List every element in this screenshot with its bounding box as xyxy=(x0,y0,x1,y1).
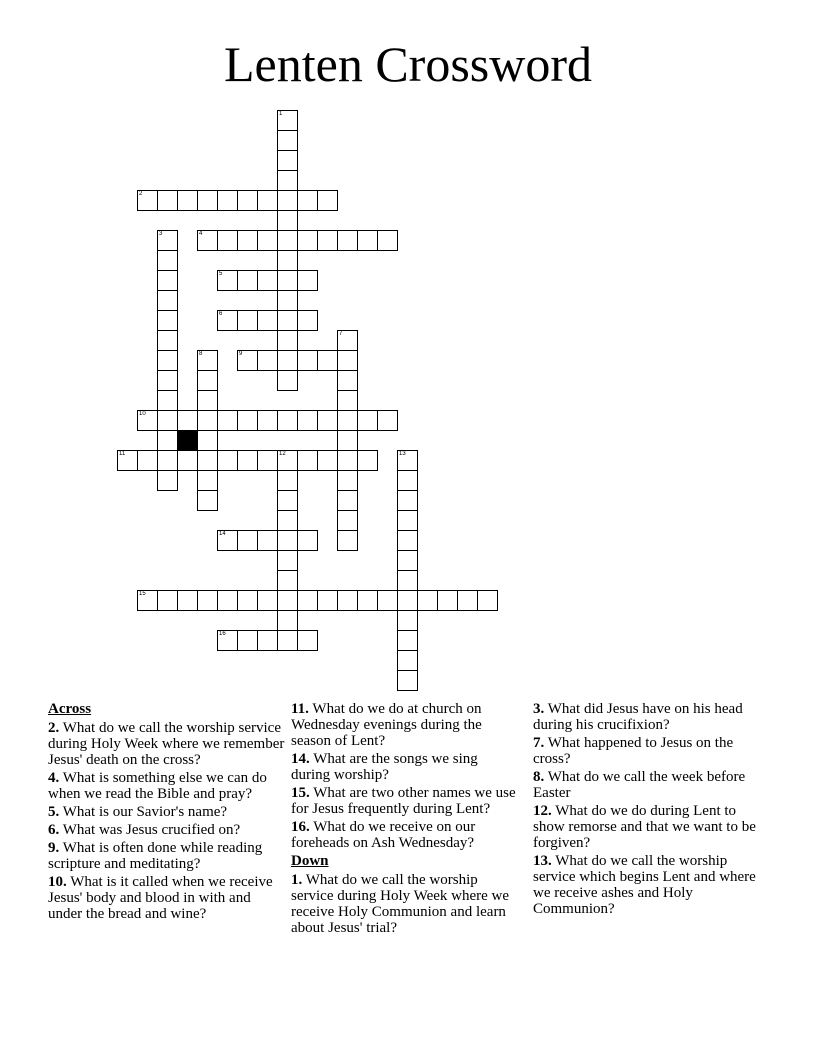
grid-cell[interactable] xyxy=(197,350,218,371)
grid-cell[interactable] xyxy=(297,270,318,291)
down-clue-7: 7. What happened to Jesus on the cross? xyxy=(533,735,734,767)
grid-cell[interactable] xyxy=(177,590,198,611)
clue-number: 5 xyxy=(219,271,223,277)
grid-cell[interactable] xyxy=(237,410,258,431)
grid-cell[interactable] xyxy=(317,450,338,471)
across-clue-16: 16. What do we receive on our foreheads on Ash Wednesday? xyxy=(291,819,476,851)
grid-cell[interactable] xyxy=(197,450,218,471)
grid-cell[interactable] xyxy=(177,410,198,431)
grid-cell[interactable] xyxy=(157,350,178,371)
down-heading: Down xyxy=(291,853,329,869)
grid-cell[interactable] xyxy=(337,530,358,551)
grid-cell[interactable] xyxy=(457,590,478,611)
grid-cell[interactable] xyxy=(197,430,218,451)
grid-cell[interactable] xyxy=(277,250,298,271)
grid-cell[interactable] xyxy=(337,410,358,431)
grid-cell[interactable] xyxy=(157,190,178,211)
black-cell xyxy=(177,430,198,451)
grid-cell[interactable] xyxy=(357,590,378,611)
clue-number: 14 xyxy=(219,531,226,537)
grid-cell[interactable] xyxy=(317,350,338,371)
grid-cell[interactable] xyxy=(337,470,358,491)
grid-cell[interactable] xyxy=(317,230,338,251)
grid-cell[interactable] xyxy=(157,250,178,271)
grid-cell[interactable] xyxy=(137,450,158,471)
grid-cell[interactable] xyxy=(297,310,318,331)
grid-cell[interactable] xyxy=(237,590,258,611)
grid-cell[interactable] xyxy=(137,410,158,431)
grid-cell[interactable] xyxy=(237,450,258,471)
grid-cell[interactable] xyxy=(277,310,298,331)
grid-cell[interactable] xyxy=(277,590,298,611)
grid-cell[interactable] xyxy=(397,590,418,611)
grid-cell[interactable] xyxy=(357,410,378,431)
grid-cell[interactable] xyxy=(217,590,238,611)
down-clue-3: 3. What did Jesus have on his head during his crucifixion? xyxy=(533,701,743,733)
clue-number: 12 xyxy=(279,451,286,457)
grid-cell[interactable] xyxy=(297,230,318,251)
grid-cell[interactable] xyxy=(217,190,238,211)
grid-cell[interactable] xyxy=(197,410,218,431)
across-clue-5: 5. What is our Savior's name? xyxy=(48,804,228,820)
grid-cell[interactable] xyxy=(197,390,218,411)
grid-cell[interactable] xyxy=(157,230,178,251)
grid-cell[interactable] xyxy=(197,470,218,491)
grid-cell[interactable] xyxy=(397,550,418,571)
grid-cell[interactable] xyxy=(197,490,218,511)
grid-cell[interactable] xyxy=(397,670,418,691)
clue-number: 15 xyxy=(139,591,146,597)
grid-cell[interactable] xyxy=(277,230,298,251)
grid-cell[interactable] xyxy=(257,270,278,291)
grid-cell[interactable] xyxy=(257,190,278,211)
grid-cell[interactable] xyxy=(277,470,298,491)
grid-cell[interactable] xyxy=(277,190,298,211)
grid-cell[interactable] xyxy=(397,470,418,491)
grid-cell[interactable] xyxy=(237,190,258,211)
grid-cell[interactable] xyxy=(277,290,298,311)
grid-cell[interactable] xyxy=(377,590,398,611)
grid-cell[interactable] xyxy=(397,450,418,471)
grid-cell[interactable] xyxy=(337,330,358,351)
grid-cell[interactable] xyxy=(277,330,298,351)
grid-cell[interactable] xyxy=(257,230,278,251)
grid-cell[interactable] xyxy=(277,450,298,471)
grid-cell[interactable] xyxy=(377,410,398,431)
grid-cell[interactable] xyxy=(297,630,318,651)
across-clue-10: 10. What is it called when we receive Jesus' body and blood in with and under the bread and wine? xyxy=(48,874,273,922)
down-clue-1: 1. What do we call the worship service during Holy Week where we receive Holy Communion and learn about Jesus' trial? xyxy=(291,872,510,936)
grid-cell[interactable] xyxy=(157,390,178,411)
down-clue-12: 12. What do we do during Lent to show remorse and that we want to be forgiven? xyxy=(533,803,756,851)
grid-cell[interactable] xyxy=(297,350,318,371)
clue-number: 6 xyxy=(219,311,223,317)
grid-cell[interactable] xyxy=(277,550,298,571)
grid-cell[interactable] xyxy=(217,630,238,651)
grid-cell[interactable] xyxy=(277,410,298,431)
grid-cell[interactable] xyxy=(157,310,178,331)
grid-cell[interactable] xyxy=(337,450,358,471)
grid-cell[interactable] xyxy=(157,590,178,611)
grid-cell[interactable] xyxy=(397,570,418,591)
grid-cell[interactable] xyxy=(317,410,338,431)
grid-cell[interactable] xyxy=(257,450,278,471)
grid-cell[interactable] xyxy=(257,310,278,331)
across-heading: Across xyxy=(48,701,92,717)
grid-cell[interactable] xyxy=(217,270,238,291)
grid-cell[interactable] xyxy=(337,510,358,531)
clue-number: 11 xyxy=(119,451,126,457)
grid-cell[interactable] xyxy=(217,530,238,551)
grid-cell[interactable] xyxy=(277,210,298,231)
grid-cell[interactable] xyxy=(117,450,138,471)
clue-number: 1 xyxy=(279,111,283,117)
grid-cell[interactable] xyxy=(277,630,298,651)
page-title: Lenten Crossword xyxy=(224,36,592,92)
grid-cell[interactable] xyxy=(437,590,458,611)
grid-cell[interactable] xyxy=(297,450,318,471)
grid-cell[interactable] xyxy=(277,490,298,511)
grid-cell[interactable] xyxy=(317,590,338,611)
clue-number: 3 xyxy=(159,231,163,237)
grid-cell[interactable] xyxy=(397,490,418,511)
grid-cell[interactable] xyxy=(137,590,158,611)
grid-cell[interactable] xyxy=(477,590,498,611)
grid-cell[interactable] xyxy=(277,510,298,531)
across-clue-14: 14. What are the songs we sing during worship? xyxy=(291,751,478,783)
grid-cell[interactable] xyxy=(217,310,238,331)
clue-number: 2 xyxy=(139,191,143,197)
grid-cell[interactable] xyxy=(157,410,178,431)
grid-cell[interactable] xyxy=(277,530,298,551)
grid-cell[interactable] xyxy=(197,230,218,251)
clue-number: 16 xyxy=(219,631,226,637)
grid-cell[interactable] xyxy=(397,610,418,631)
grid-cell[interactable] xyxy=(337,390,358,411)
grid-cell[interactable] xyxy=(217,450,238,471)
across-clue-11: 11. What do we do at church on Wednesday evenings during the season of Lent? xyxy=(291,701,482,749)
grid-cell[interactable] xyxy=(217,410,238,431)
grid-cell[interactable] xyxy=(157,270,178,291)
clue-number: 9 xyxy=(239,351,243,357)
clue-number: 4 xyxy=(199,231,203,237)
grid-cell[interactable] xyxy=(297,410,318,431)
grid-cell[interactable] xyxy=(357,450,378,471)
grid-cell[interactable] xyxy=(317,190,338,211)
clues-column-2 xyxy=(291,701,517,938)
grid-cell[interactable] xyxy=(297,190,318,211)
grid-cell[interactable] xyxy=(397,510,418,531)
grid-cell[interactable] xyxy=(237,530,258,551)
grid-cell[interactable] xyxy=(277,350,298,371)
grid-cell[interactable] xyxy=(157,430,178,451)
clues-column-3 xyxy=(533,701,765,919)
clue-number: 10 xyxy=(139,411,146,417)
grid-cell[interactable] xyxy=(277,270,298,291)
grid-cell[interactable] xyxy=(277,610,298,631)
across-clue-6: 6. What was Jesus crucified on? xyxy=(48,822,241,838)
grid-cell[interactable] xyxy=(157,290,178,311)
grid-cell[interactable] xyxy=(337,490,358,511)
grid-cell[interactable] xyxy=(337,370,358,391)
grid-cell[interactable] xyxy=(157,470,178,491)
grid-cell[interactable] xyxy=(337,350,358,371)
grid-cell[interactable] xyxy=(237,350,258,371)
across-clue-9: 9. What is often done while reading scripture and meditating? xyxy=(48,840,263,872)
grid-cell[interactable] xyxy=(217,230,238,251)
grid-cell[interactable] xyxy=(277,130,298,151)
grid-cell[interactable] xyxy=(157,370,178,391)
across-clue-2: 2. What do we call the worship service during Holy Week where we remember Jesus' death on the cross? xyxy=(48,720,285,768)
down-clue-8: 8. What do we call the week before Easter xyxy=(533,769,746,801)
grid-cell[interactable] xyxy=(357,230,378,251)
clue-number: 8 xyxy=(199,351,203,357)
grid-cell[interactable] xyxy=(197,190,218,211)
grid-cell[interactable] xyxy=(157,450,178,471)
grid-cell[interactable] xyxy=(277,570,298,591)
grid-cell[interactable] xyxy=(417,590,438,611)
grid-cell[interactable] xyxy=(237,630,258,651)
grid-cell[interactable] xyxy=(257,590,278,611)
grid-cell[interactable] xyxy=(237,270,258,291)
grid-cell[interactable] xyxy=(257,530,278,551)
grid-cell[interactable] xyxy=(257,410,278,431)
grid-cell[interactable] xyxy=(237,230,258,251)
grid-cell[interactable] xyxy=(337,230,358,251)
grid-cell[interactable] xyxy=(337,430,358,451)
down-clue-13: 13. What do we call the worship service which begins Lent and where we receive ashes and Holy Communion? xyxy=(533,853,756,917)
clue-number: 13 xyxy=(399,451,406,457)
grid-cell[interactable] xyxy=(137,190,158,211)
grid-cell[interactable] xyxy=(397,630,418,651)
grid-cell[interactable] xyxy=(397,530,418,551)
grid-cell[interactable] xyxy=(277,170,298,191)
grid-cell[interactable] xyxy=(257,350,278,371)
grid-cell[interactable] xyxy=(277,370,298,391)
grid-cell[interactable] xyxy=(377,230,398,251)
grid-cell[interactable] xyxy=(237,310,258,331)
grid-cell[interactable] xyxy=(197,370,218,391)
grid-cell[interactable] xyxy=(277,110,298,131)
grid-cell[interactable] xyxy=(397,650,418,671)
grid-cell[interactable] xyxy=(337,590,358,611)
clues-column-1 xyxy=(48,701,288,924)
grid-cell[interactable] xyxy=(157,330,178,351)
clue-number: 7 xyxy=(339,331,343,337)
across-clue-4: 4. What is something else we can do when we read the Bible and pray? xyxy=(48,770,267,802)
grid-cell[interactable] xyxy=(177,450,198,471)
grid-cell[interactable] xyxy=(297,590,318,611)
grid-cell[interactable] xyxy=(297,530,318,551)
grid-cell[interactable] xyxy=(177,190,198,211)
grid-cell[interactable] xyxy=(277,150,298,171)
across-clue-15: 15. What are two other names we use for Jesus frequently during Lent? xyxy=(291,785,516,817)
grid-cell[interactable] xyxy=(257,630,278,651)
grid-cell[interactable] xyxy=(197,590,218,611)
